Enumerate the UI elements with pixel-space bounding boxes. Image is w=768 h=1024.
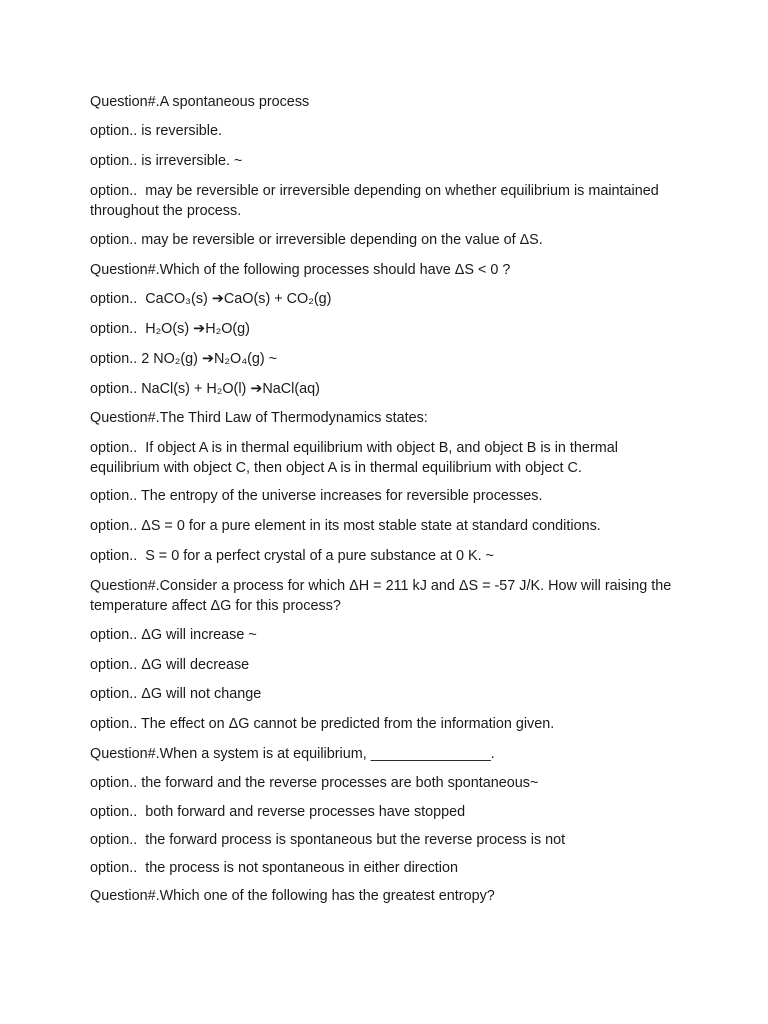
question-text: Question#.When a system is at equilibrium, _______________. xyxy=(90,746,495,762)
question-text: Question#.A spontaneous process xyxy=(90,94,310,110)
option-text: option.. If object A is in thermal equilibrium with object B, and object B is in thermal equilibrium with object C, then object A is in thermal equilibrium with object C. xyxy=(90,440,622,476)
question-text: Question#.The Third Law of Thermodynamics states: xyxy=(90,410,428,426)
question-text: Question#.Which one of the following has the greatest entropy? xyxy=(90,888,495,904)
option-text: option.. is irreversible. ~ xyxy=(90,153,243,169)
option-text: option.. CaCO₃(s) ➔CaO(s) + CO₂(g) xyxy=(90,291,332,307)
option-text: option.. 2 NO₂(g) ➔N₂O₄(g) ~ xyxy=(90,351,278,367)
option-text: option.. both forward and reverse processes have stopped xyxy=(90,804,466,820)
option-text: option.. The effect on ΔG cannot be predicted from the information given. xyxy=(90,716,555,732)
option-text: option.. may be reversible or irreversible depending on the value of ΔS. xyxy=(90,232,543,248)
question-text: Question#.Which of the following processes should have ΔS < 0 ? xyxy=(90,262,511,278)
option-text: option.. ΔG will increase ~ xyxy=(90,627,257,643)
option-text: option.. the process is not spontaneous in either direction xyxy=(90,860,458,876)
option-text: option.. may be reversible or irreversible depending on whether equilibrium is maintained throughout the process. xyxy=(90,183,663,219)
option-text: option.. NaCl(s) + H₂O(l) ➔NaCl(aq) xyxy=(90,381,320,397)
option-text: option.. ΔS = 0 for a pure element in its most stable state at standard conditions. xyxy=(90,518,601,534)
option-text: option.. The entropy of the universe increases for reversible processes. xyxy=(90,488,543,504)
option-text: option.. H₂O(s) ➔H₂O(g) xyxy=(90,321,250,337)
option-text: option.. ΔG will not change xyxy=(90,686,262,702)
option-text: option.. the forward process is spontaneous but the reverse process is not xyxy=(90,832,566,848)
option-text: option.. the forward and the reverse processes are both spontaneous~ xyxy=(90,775,539,791)
option-text: option.. S = 0 for a perfect crystal of a pure substance at 0 K. ~ xyxy=(90,548,494,564)
option-text: option.. ΔG will decrease xyxy=(90,657,250,673)
question-text: Question#.Consider a process for which ΔH = 211 kJ and ΔS = -57 J/K. How will raising the temperature affect ΔG for this process? xyxy=(90,578,676,614)
option-text: option.. is reversible. xyxy=(90,123,222,139)
